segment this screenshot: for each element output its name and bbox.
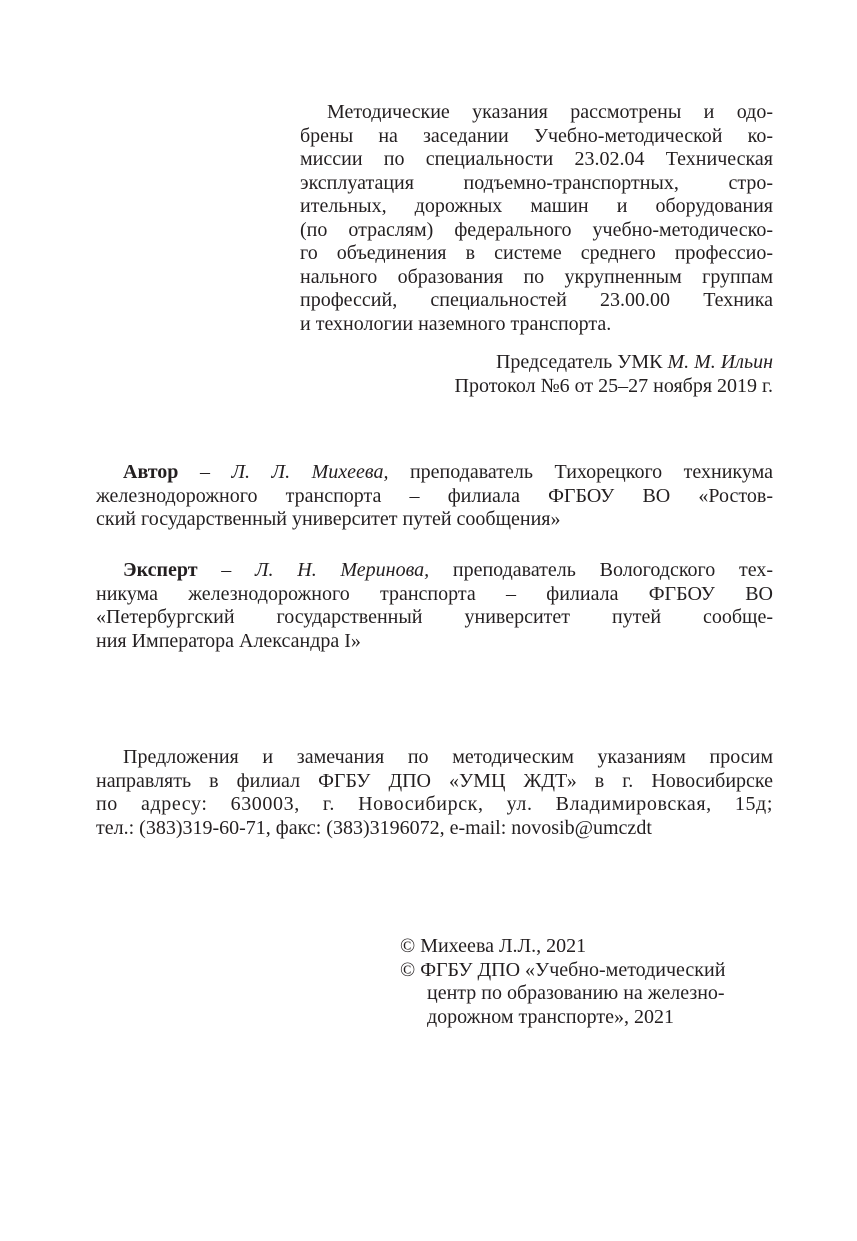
author-line	[96, 461, 773, 485]
chair-label: Председатель УМК	[495, 351, 663, 373]
expert-affiliation: преподаватель Вологодского тех-	[429, 559, 773, 581]
copyright-notice	[400, 935, 773, 1029]
approval-note	[300, 101, 773, 336]
approval-line: Методические указания рассмотрены и одо-	[327, 101, 773, 123]
approval-line: брены на заседании Учебно-методической ко-	[300, 124, 773, 147]
copyright-line: дорожном транспорте», 2021	[427, 1005, 674, 1028]
approval-line: (по отраслям) федерального учебно-методическо-	[300, 218, 773, 241]
approval-line: эксплуатация подъемно-транспортных, стро-	[300, 171, 773, 194]
contacts-line: тел.: (383)319-60-71, факс: (383)3196072, e-mail: novosib@umczdt	[96, 816, 652, 839]
contacts-line: по адресу: 630003, г. Новосибирск, ул. Владимировская, 15д;	[96, 793, 773, 815]
expert-dash: –	[197, 559, 255, 581]
author-role: Автор	[123, 461, 179, 483]
approval-line: нального образования по укрупненным группам	[300, 265, 773, 288]
approval-line: и технологии наземного транспорта.	[300, 312, 612, 335]
author-affiliation: преподаватель Тихорецкого техникума	[388, 461, 773, 483]
copyright-line: © ФГБУ ДПО «Учебно-методический	[400, 958, 726, 981]
contacts-line: Предложения и замечания по методическим указаниям просим	[123, 746, 773, 768]
expert-name: Л. Н. Меринова,	[255, 559, 430, 581]
protocol-line: Протокол №6 от 25–27 ноября 2019 г.	[454, 374, 773, 397]
author-line: железнодорожного транспорта – филиала ФГБОУ ВО «Ростов-	[96, 484, 773, 507]
author-dash: –	[178, 461, 232, 483]
expert-line	[96, 559, 773, 583]
approval-line: миссии по специальности 23.02.04 Техническая	[300, 148, 773, 170]
author-info	[96, 461, 773, 532]
copyright-line: © Михеева Л.Л., 2021	[400, 935, 587, 957]
chair-line	[300, 351, 773, 375]
chair-signature	[300, 351, 773, 398]
expert-line: никума железнодорожного транспорта – филиала ФГБОУ ВО	[96, 582, 773, 605]
author-line: ский государственный университет путей сообщения»	[96, 508, 561, 530]
expert-info	[96, 559, 773, 653]
contacts-info	[96, 746, 773, 840]
chair-name: М. М. Ильин	[667, 351, 773, 373]
approval-line: ительных, дорожных машин и оборудования	[300, 195, 773, 217]
approval-line: профессий, специальностей 23.00.00 Техника	[300, 289, 773, 311]
expert-role: Эксперт	[123, 559, 198, 581]
contacts-line: направлять в филиал ФГБУ ДПО «УМЦ ЖДТ» в г. Новосибирске	[96, 769, 773, 792]
copyright-line: центр по образованию на железно-	[427, 982, 725, 1004]
expert-line: ния Императора Александра I»	[96, 629, 361, 652]
approval-line: го объединения в системе среднего профессио-	[300, 242, 773, 264]
author-name: Л. Л. Михеева,	[231, 461, 389, 483]
expert-line: «Петербургский государственный университет путей сообще-	[96, 606, 773, 628]
